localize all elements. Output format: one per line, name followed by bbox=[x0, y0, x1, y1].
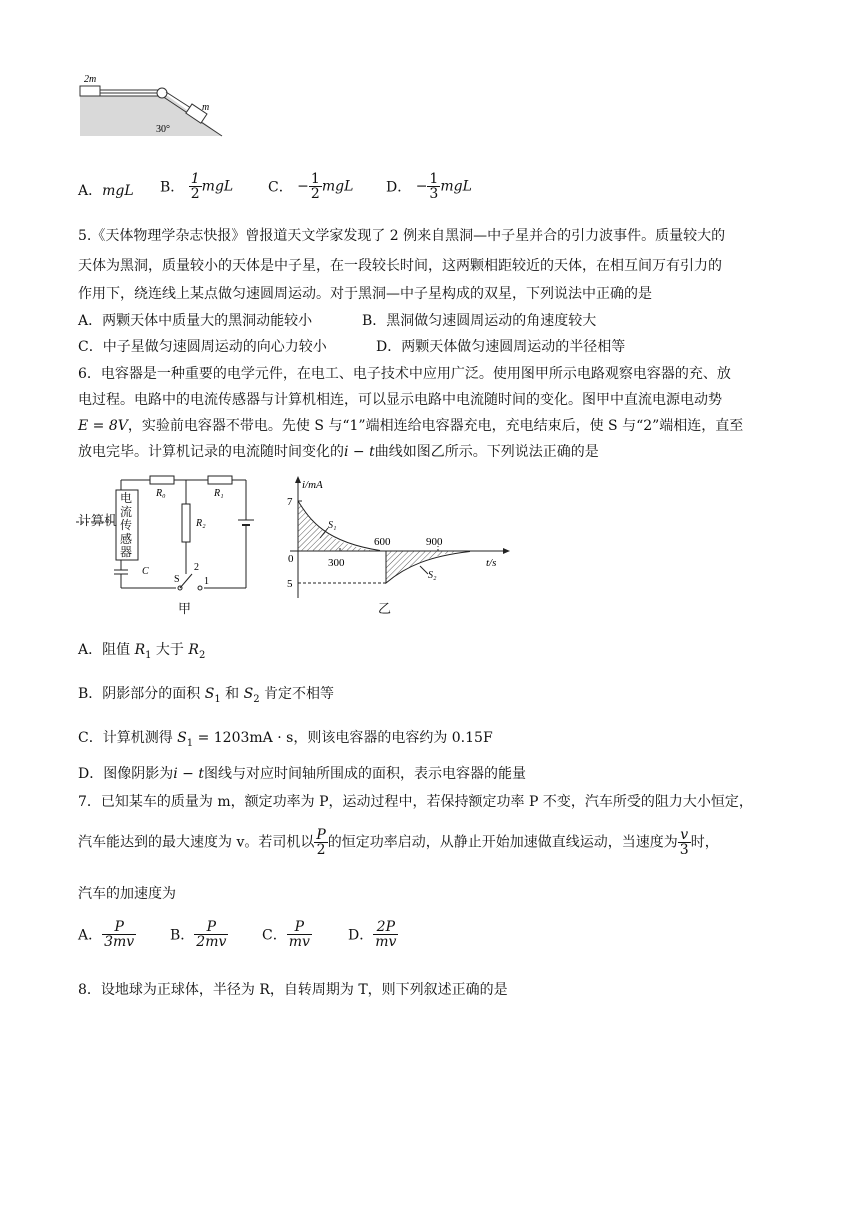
q5-option-d[interactable]: D．两颗天体做匀速圆周运动的半径相等 bbox=[376, 339, 626, 355]
x-tick-900: 900 bbox=[426, 536, 443, 548]
fraction: $\frac{P}{2}$ bbox=[316, 827, 326, 858]
q7-line-2: 汽车能达到的最大速度为 v。若司机以 $\frac{P}{2}$ 的恒定功率启动，从静止开始加速做直线运动，当速度为 $\frac{v}{3}$ 时， bbox=[78, 827, 719, 858]
block-2m bbox=[80, 86, 100, 96]
label-2m: 2m bbox=[84, 74, 97, 85]
fraction: $\frac{1}{2}$ bbox=[190, 171, 200, 202]
q5-line-1: 5.《天体物理学杂志快报》曾报道天文学家发现了 2 例来自黑洞—中子星并合的引力波事件。质量较大的 bbox=[78, 228, 726, 244]
svg-text:R₂: R₂ bbox=[196, 518, 206, 529]
s1-label: S₁ bbox=[328, 520, 337, 531]
q6-line-2: 电过程。电路中的电流传感器与计算机相连，可以显示电路中电流随时间的变化。图甲中直流电源电动势 bbox=[78, 392, 722, 408]
s2-label: S₂ bbox=[428, 570, 437, 581]
svg-text:R₁: R₁ bbox=[214, 488, 224, 499]
label-m: m bbox=[202, 102, 210, 113]
fraction: $\frac{1}{2}$ bbox=[310, 171, 320, 202]
q7-option-b[interactable]: B． $\frac{P}{2mv}$ bbox=[170, 919, 227, 950]
q6-line-1: 6．电容器是一种重要的电学元件，在电工、电子技术中应用广泛。使用图甲所示电路观察电容器的充、放 bbox=[78, 366, 731, 382]
resistor-r2 bbox=[182, 504, 190, 542]
pulley bbox=[157, 88, 167, 98]
resistor-r1 bbox=[208, 476, 232, 484]
question-8: 8．设地球为正球体，半径为 R，自转周期为 T，则下列叙述正确的是 bbox=[78, 982, 508, 998]
svg-text:S: S bbox=[174, 574, 180, 585]
x-tick-600: 600 bbox=[374, 536, 391, 548]
q4-option-a[interactable]: A．mgL bbox=[78, 183, 134, 199]
q6-option-a[interactable]: A．阻值 $R_1$ 大于 $R_2$ bbox=[78, 642, 206, 661]
label-angle: 30° bbox=[156, 124, 170, 135]
origin-label: 0 bbox=[288, 553, 294, 565]
q7-option-d[interactable]: D． $\frac{2P}{mv}$ bbox=[348, 919, 397, 950]
q7-option-a[interactable]: A． $\frac{P}{3mv}$ bbox=[78, 919, 135, 950]
fraction: $\frac{1}{3}$ bbox=[429, 171, 439, 202]
q4-option-b[interactable]: B． $\frac{1}{2}$ mgL bbox=[160, 171, 234, 202]
svg-text:2: 2 bbox=[194, 562, 199, 573]
q6-option-d[interactable]: D．图像阴影为i − t图线与对应时间轴所围成的面积，表示电容器的能量 bbox=[78, 766, 526, 782]
q4-option-d[interactable]: D． − $\frac{1}{3}$ mgL bbox=[386, 171, 472, 202]
y-axis-label: i/mA bbox=[302, 479, 323, 491]
q5-option-a[interactable]: A．两颗天体中质量大的黑洞动能较小 bbox=[78, 313, 313, 329]
q6-option-b[interactable]: B．阴影部分的面积 $S_1$ 和 $S_2$ 肯定不相等 bbox=[78, 686, 335, 705]
svg-text:R₀: R₀ bbox=[156, 488, 166, 499]
ground-shade bbox=[80, 96, 168, 114]
q7-line-1: 7．已知某车的质量为 m，额定功率为 P，运动过程中，若保持额定功率 P 不变，汽车所受的阻力大小恒定， bbox=[78, 794, 753, 810]
x-axis-label: t/s bbox=[486, 557, 497, 569]
q6-option-c[interactable]: C．计算机测得 $S_1 = 1203mA \cdot s$，则该电容器的电容约为 0.15F bbox=[78, 730, 493, 749]
circuit-diagram bbox=[76, 470, 266, 612]
sensor-label: 电 流 传 感 器 bbox=[119, 491, 132, 559]
q6-line-4: 放电完毕。计算机记录的电流随时间变化的i − t曲线如图乙所示。下列说法正确的是 bbox=[78, 444, 599, 460]
x-tick-300: 300 bbox=[328, 557, 345, 569]
q7-line-3: 汽车的加速度为 bbox=[78, 886, 176, 902]
resistor-r0 bbox=[150, 476, 174, 484]
computer-label: 计算机 bbox=[78, 514, 118, 529]
y-tick-5: 5 bbox=[287, 578, 293, 590]
q6-line-3: E = 8V，实验前电容器不带电。先使 S 与“1”端相连给电容器充电，充电结束后，使 S 与“2”端相连，直至 bbox=[78, 418, 744, 434]
i-t-graph bbox=[280, 470, 520, 602]
q5-option-b[interactable]: B．黑洞做匀速圆周运动的角速度较大 bbox=[362, 313, 597, 329]
q7-option-c[interactable]: C． $\frac{P}{mv}$ bbox=[262, 919, 310, 950]
incline-figure bbox=[76, 70, 236, 142]
q4-option-c[interactable]: C． − $\frac{1}{2}$ mgL bbox=[268, 171, 354, 202]
svg-text:1: 1 bbox=[204, 576, 209, 587]
q5-line-3: 作用下，绕连线上某点做匀速圆周运动。对于黑洞—中子星构成的双星，下列说法中正确的是 bbox=[78, 286, 652, 302]
switch-s[interactable] bbox=[180, 574, 192, 588]
q5-line-2: 天体为黑洞，质量较小的天体是中子星，在一段较长时间，这两颗相距较近的天体，在相互间万有引力的 bbox=[78, 258, 722, 274]
graph-caption: 乙 bbox=[378, 602, 392, 617]
y-tick-7: 7 bbox=[287, 496, 293, 508]
fraction: $\frac{v}{3}$ bbox=[679, 827, 689, 858]
svg-text:C: C bbox=[142, 566, 149, 577]
q5-option-c[interactable]: C．中子星做匀速圆周运动的向心力较小 bbox=[78, 339, 327, 355]
circuit-caption: 甲 bbox=[178, 602, 192, 617]
